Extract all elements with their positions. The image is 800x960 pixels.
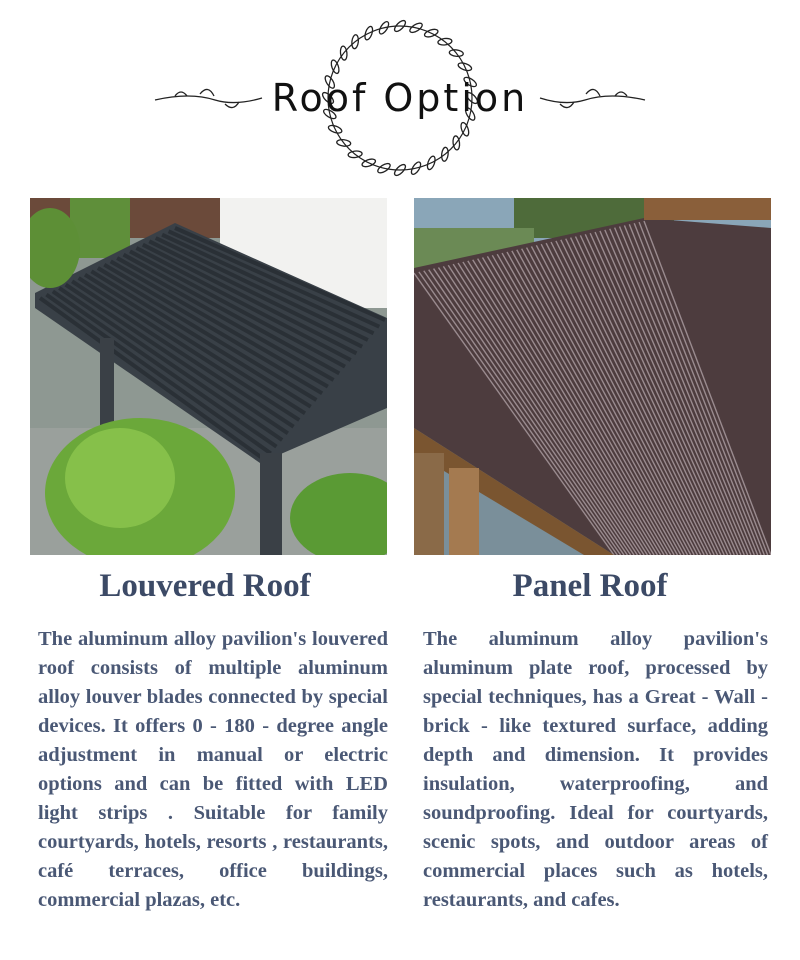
header <box>0 0 800 190</box>
page-title: Roof Option <box>271 76 529 120</box>
louvered-pergola-photo <box>30 198 387 555</box>
panel-roof-title: Panel Roof <box>512 568 668 604</box>
louvered-roof-description: The aluminum alloy pavilion's louvered roof consists of multiple aluminum alloy louver blades connected by special devices. It offers 0 - 180 - degree angle adjustment in manual or electric options and can be fitted with LED light strips . Suitable for family courtyards, hotels, resorts , restaurants, café terraces, office buildings, commercial plazas, etc. <box>38 628 388 911</box>
panel-roof-description: The aluminum alloy pavilion's aluminum plate roof, processed by special techniques, has a Great - Wall - brick - like textured surface, adding depth and dimension. It provides insulation, waterproofing, and soundproofing. Ideal for courtyards, scenic spots, and outdoor areas of commercial places such as hotels, restaurants, and cafes. <box>423 628 768 911</box>
louvered-roof-title: Louvered Roof <box>99 568 311 604</box>
panel-roof-photo <box>414 198 771 555</box>
